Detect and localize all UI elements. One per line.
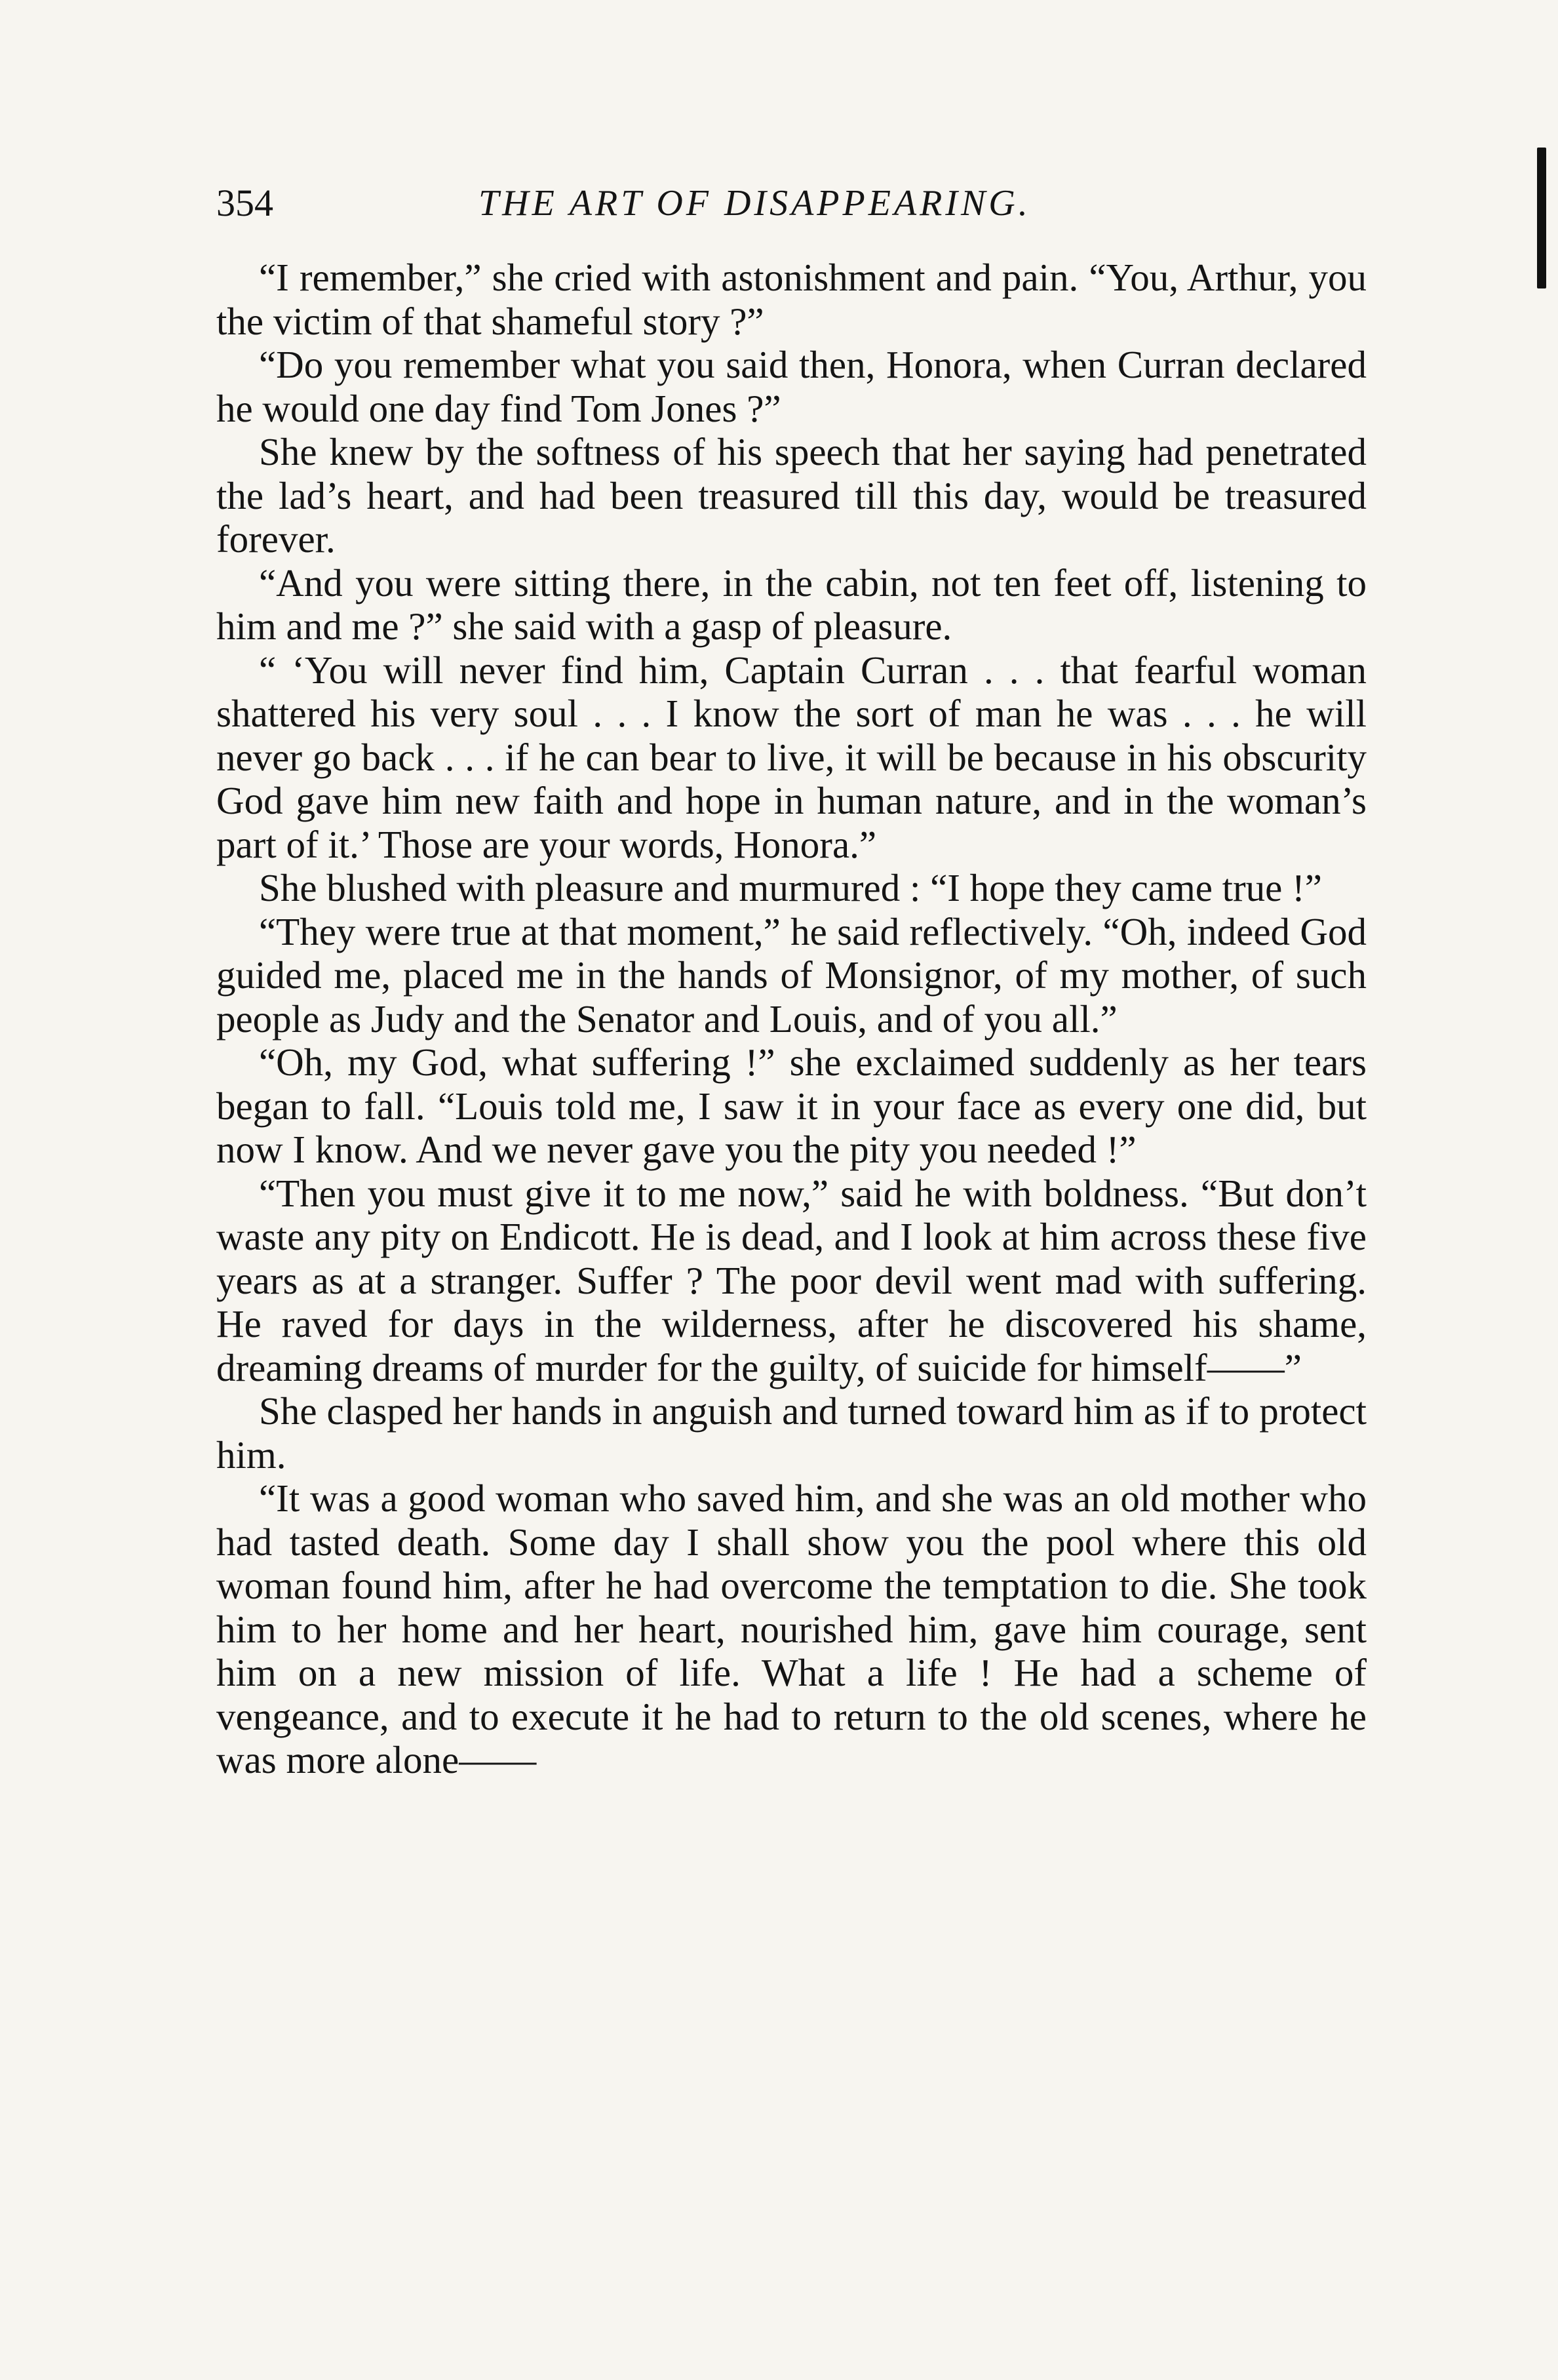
running-title: THE ART OF DISAPPEARING. xyxy=(478,183,1031,224)
paragraph: She knew by the softness of his speech that her saying had penetrated the lad’s heart, and had been treasured till this day, would be treasured forever. xyxy=(216,430,1367,561)
paragraph: She blushed with pleasure and murmured : “I hope they came true !” xyxy=(259,866,1322,909)
paragraph: “Oh, my God, what suffering !” she exclaimed suddenly as her tears began to fall. “Louis told me, I saw it in your face as every one did, but now I know. And we never gave you the pity you needed !” xyxy=(216,1041,1367,1171)
body-text xyxy=(216,256,1367,1782)
binding-edge-mark xyxy=(1537,148,1546,288)
paragraph: “Then you must give it to me now,” said he with boldness. “But don’t waste any pity on Endicott. He is dead, and I look at him across these five years as at a stranger. Suffer ? The poor devil went mad with suffering. He raved for days in the wilderness, after he discovered his shame, dreaming dreams of murder for the guilty, of suicide for himself——” xyxy=(216,1171,1367,1389)
paragraph: “They were true at that moment,” he said reflectively. “Oh, indeed God guided me, placed me in the hands of Monsignor, of my mother, of such people as Judy and the Senator and Louis, and of you all.” xyxy=(216,909,1367,1041)
page-number: 354 xyxy=(216,182,273,224)
paragraph: “And you were sitting there, in the cabin, not ten feet off, listening to him and me ?” she said with a gasp of pleasure. xyxy=(216,561,1367,648)
paragraph: “ ‘You will never find him, Captain Curran . . . that fearful woman shattered his very soul . . . I know the sort of man he was . . . he will never go back . . . if he can bear to live, it will be because in his obscurity God gave him new faith and hope in human nature, and in the woman’s part of it.’ Those are your words, Honora.” xyxy=(216,648,1367,866)
paragraph: She clasped her hands in anguish and turned toward him as if to protect him. xyxy=(216,1389,1367,1477)
running-head xyxy=(216,174,1370,233)
paragraph: “It was a good woman who saved him, and she was an old mother who had tasted death. Some day I shall show you the pool where this old woman found him, after he had overcome the temptation to die. She took him to her home and her heart, nourished him, gave him courage, sent him on a new mission of life. What a life ! He had a scheme of vengeance, and to execute it he had to return to the old scenes, where he was more alone—— xyxy=(216,1477,1367,1781)
paragraph: “I remember,” she cried with astonishment and pain. “You, Arthur, you the victim of that shameful story ?” xyxy=(216,256,1367,343)
paragraph: “Do you remember what you said then, Honora, when Curran declared he would one day find Tom Jones ?” xyxy=(216,343,1367,430)
